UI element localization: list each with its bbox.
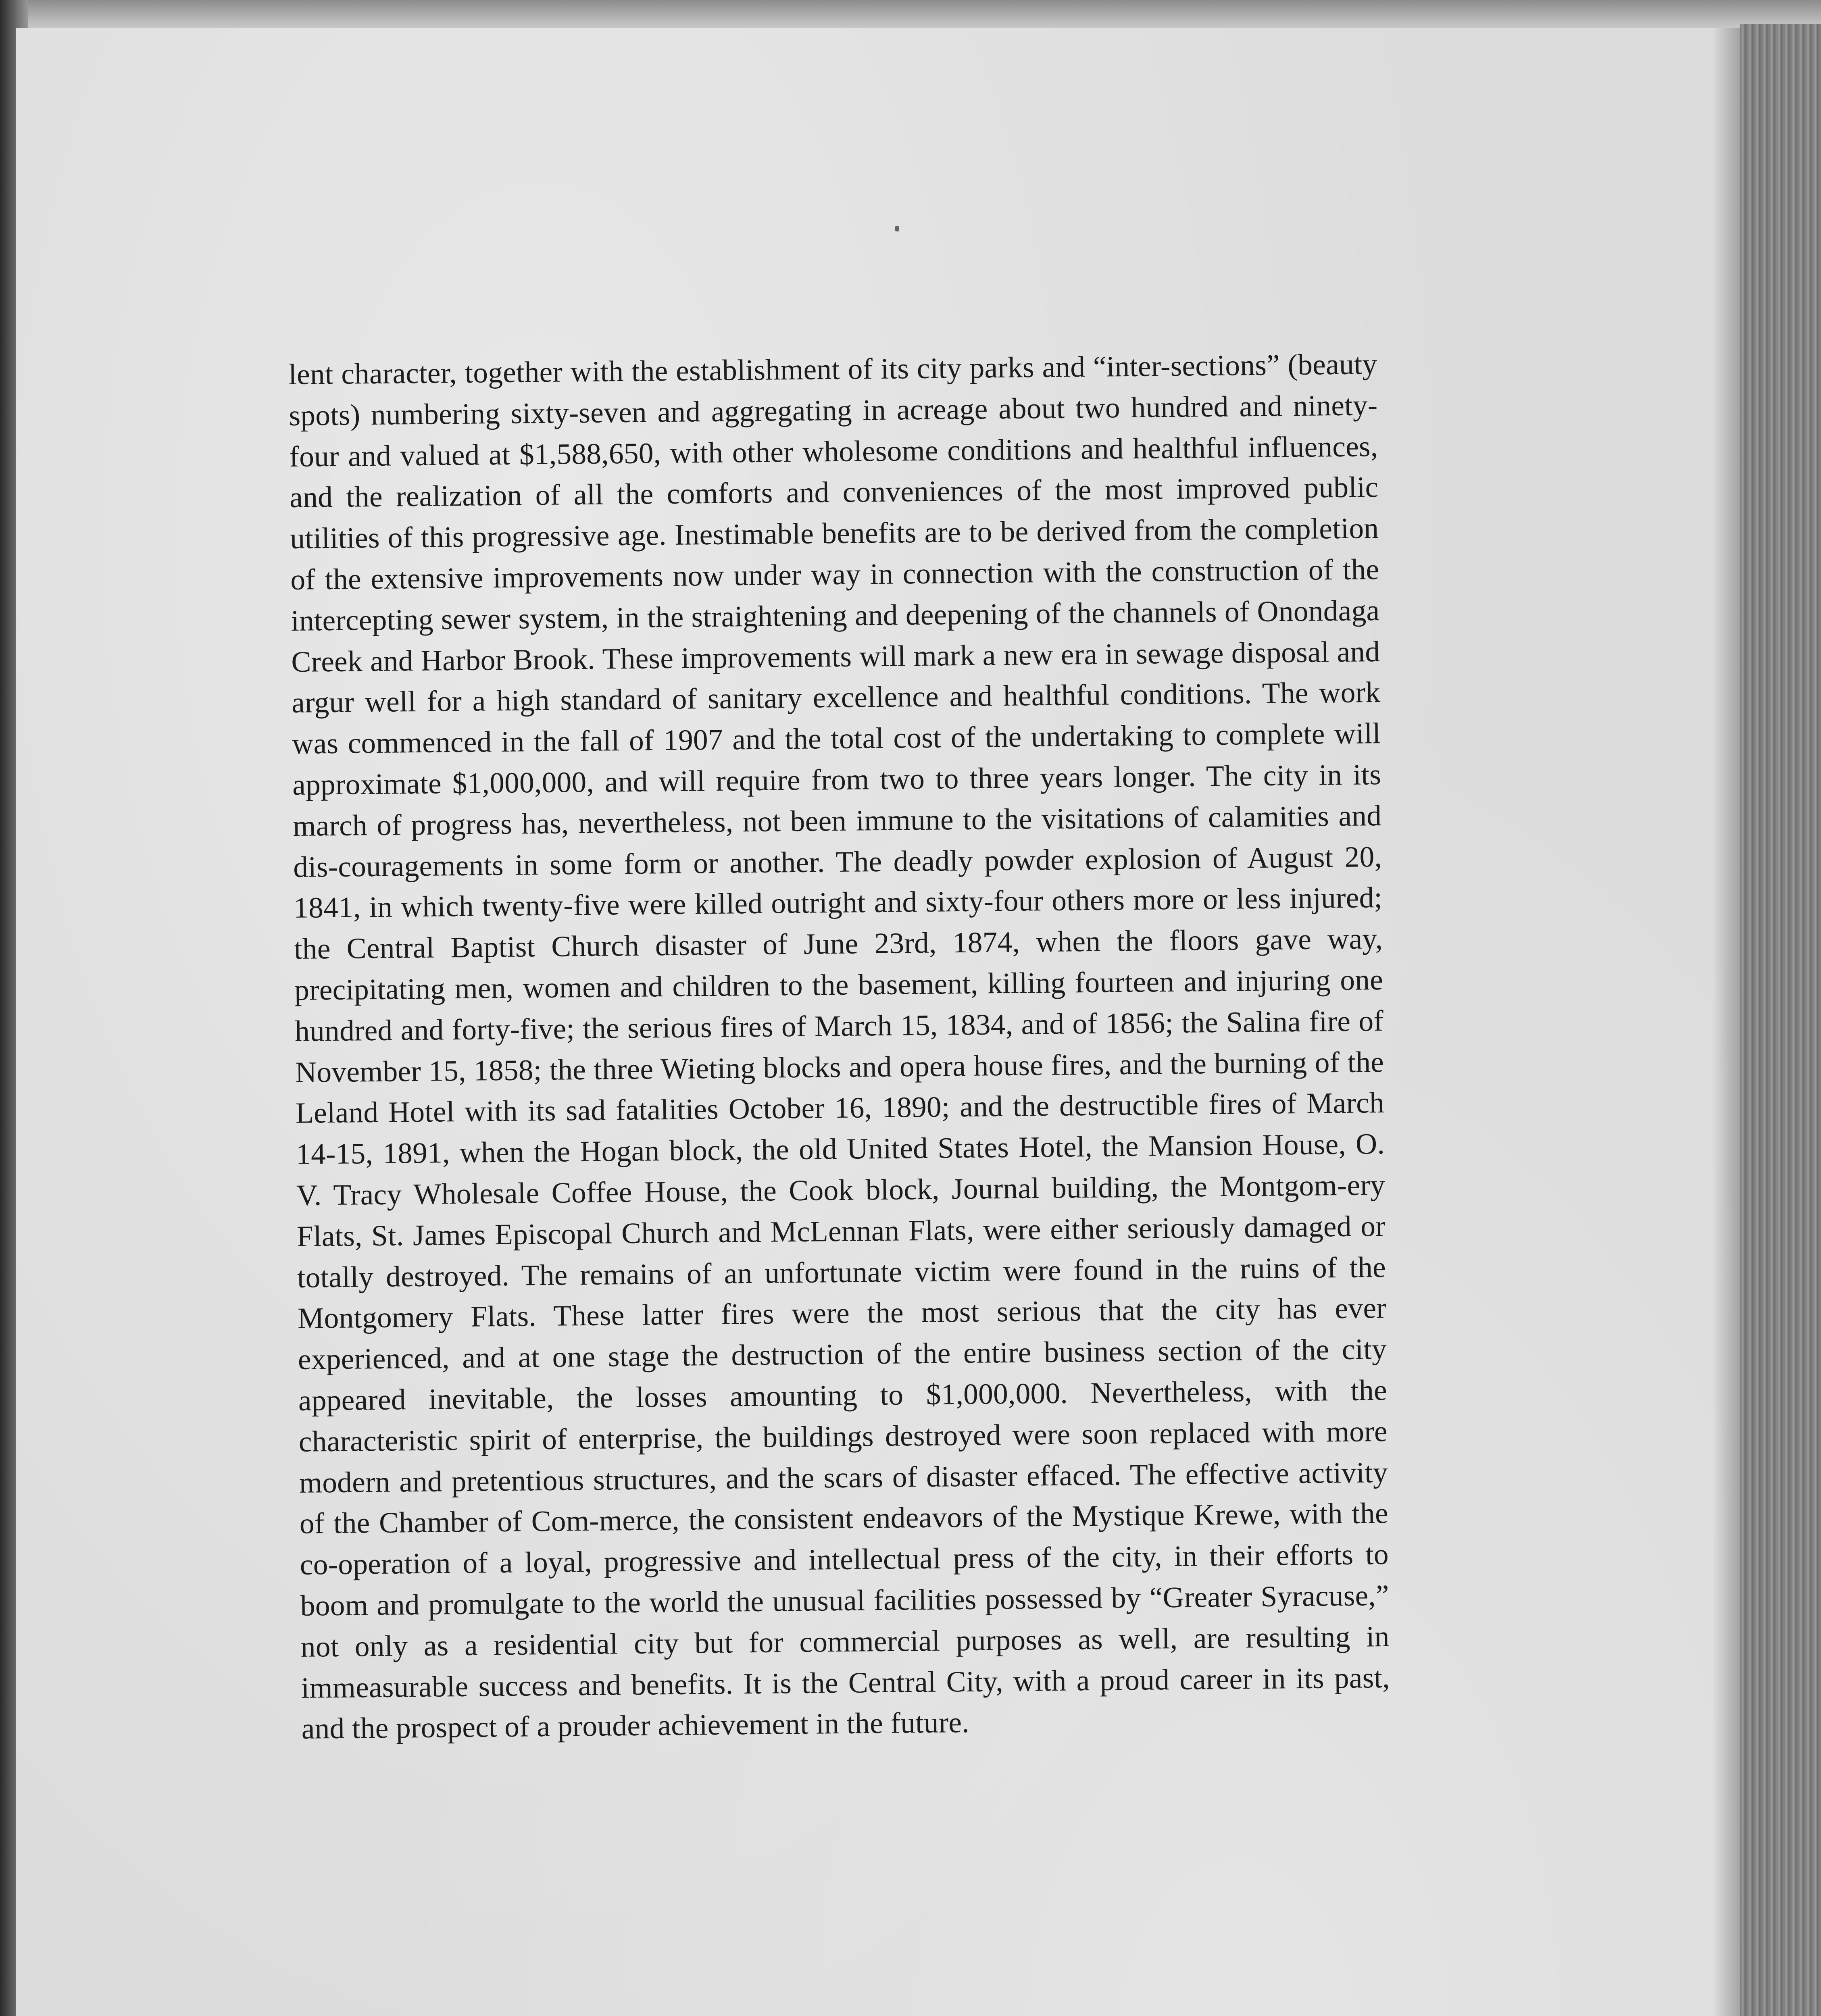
ink-speck	[895, 226, 899, 231]
book-fore-edge	[1740, 24, 1821, 2016]
page-gutter-shadow	[1712, 28, 1740, 2016]
body-paragraph: lent character, together with the establishment of its city parks and “inter-sections” (beauty spots) numbering sixty-seven and aggregating in acreage about two hundred and ninety-four and valued at $1,588,650, with other wholesome conditions and healthful influences, and the realization of all the comforts and conveniences of the most improved public utilities of this progressive age. Inestimable benefits are to be derived from the completion of the extensive improvements now under way in connection with the construction of the intercepting sewer system, in the straightening and deepening of the channels of Onondaga Creek and Harbor Brook. These improvements will mark a new era in sewage disposal and argur well for a high standard of sanitary excellence and healthful conditions. The work was commenced in the fall of 1907 and the total cost of the undertaking to complete will approximate $1,000,000, and will require from two to three years longer. The city in its march of progress has, nevertheless, not been immune to the visitations of calamities and dis-couragements in some form or another. The deadly powder explosion of August 20, 1841, in which twenty-five were killed outright and sixty-four others more or less injured; the Central Baptist Church disaster of June 23rd, 1874, when the floors gave way, precipitating men, women and children to the basement, killing fourteen and injuring one hundred and forty-five; the serious fires of March 15, 1834, and of 1856; the Salina fire of November 15, 1858; the three Wieting blocks and opera house fires, and the burning of the Leland Hotel with its sad fatalities October 16, 1890; and the destructible fires of March 14-15, 1891, when the Hogan block, the old United States Hotel, the Mansion House, O. V. Tracy Wholesale Coffee House, the Cook block, Journal building, the Montgom-ery Flats, St. James Episcopal Church and McLennan Flats, were either seriously damaged or totally destroyed. The remains of an unfortunate victim were found in the ruins of the Montgomery Flats. These latter fires were the most serious that the city has ever experienced, and at one stage the destruction of the entire business section of the city appeared inevitable, the losses amounting to $1,000,000. Nevertheless, with the characteristic spirit of enterprise, the buildings destroyed were soon replaced with more modern and pretentious structures, and the scars of disaster effaced. The effective activity of the Chamber of Com-merce, the consistent endeavors of the Mystique Krewe, with the co-operation of a loyal, progressive and intellectual press of the city, in their efforts to boom and promulgate to the world the unusual facilities possessed by “Greater Syracuse,” not only as a residential city but for commercial purposes as well, are resulting in immeasurable success and benefits. It is the Central City, with a proud career in its past, and the prospect of a prouder achievement in the future.	[288, 348, 1390, 1745]
